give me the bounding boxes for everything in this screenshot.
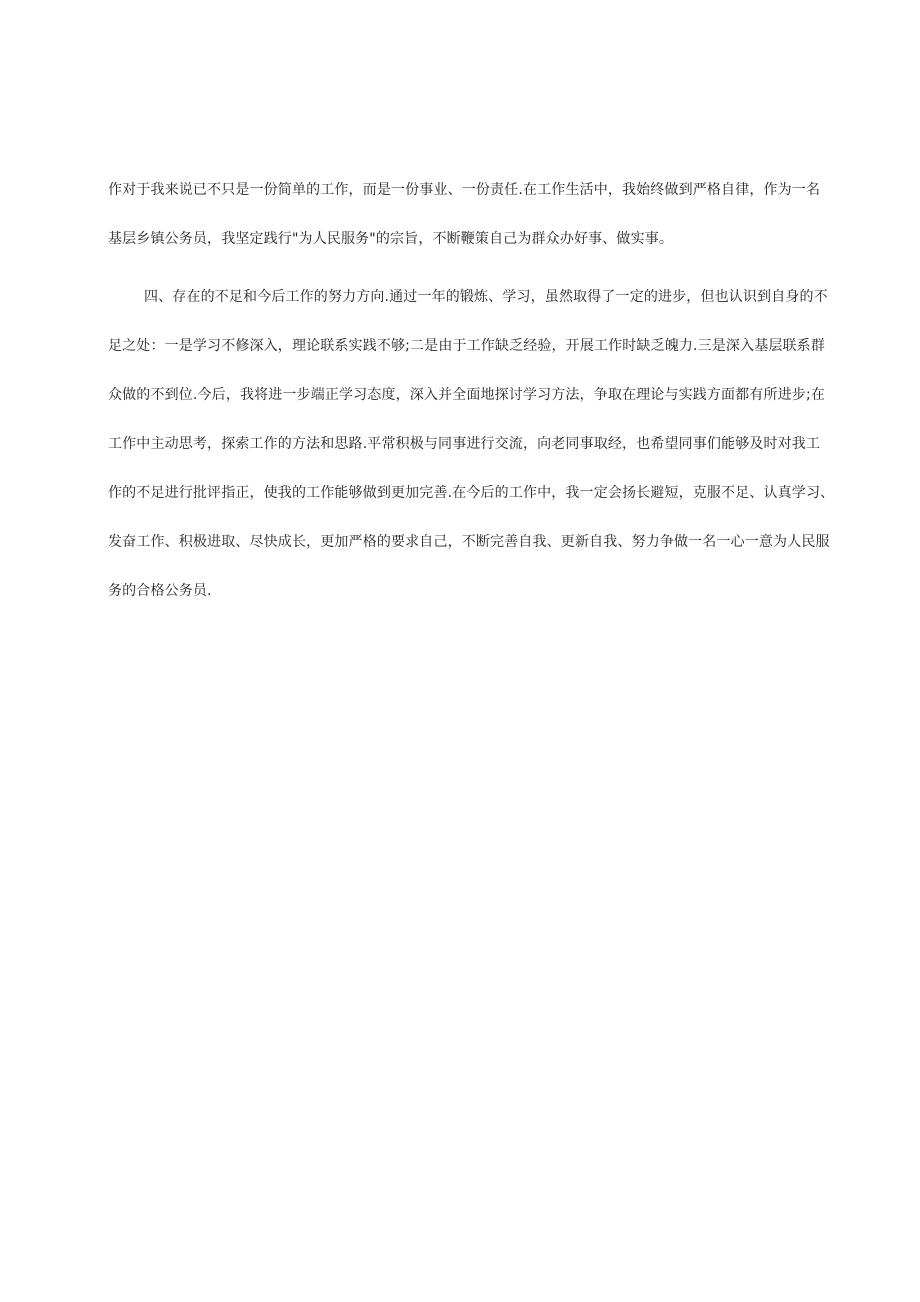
paragraph-2 [108,273,835,616]
text-line: 工作中主动思考，探索工作的方法和思路.平常积极与同事进行交流，向老同事取经，也希望同事们能够及时对我工 [108,436,821,452]
document-body [108,166,835,616]
text-line: 发奋工作、积极进取、尽快成长，更加严格的要求自己，不断完善自我、更新自我、努力争做一名一心一意为人民服 [108,534,830,550]
paragraph-1 [108,166,820,264]
text-line: 众做的不到位.今后，我将进一步端正学习态度，深入并全面地探讨学习方法，争取在理论与实践方面都有所进步;在 [108,387,825,403]
text-line: 务的合格公务员. [108,583,212,599]
text-line: 作对于我来说已不只是一份简单的工作，而是一份事业、一份责任.在工作生活中，我始终做到严格自律，作为一名 [108,182,821,198]
text-line: 足之处：一是学习不修深入，理论联系实践不够;二是由于工作缺乏经验，开展工作时缺乏魄力.三是深入基层联系群 [108,338,825,354]
text-line: 基层乡镇公务员，我坚定践行"为人民服务"的宗旨，不断鞭策自己为群众办好事、做实事。 [108,231,674,247]
text-line: 作的不足进行批评指正，使我的工作能够做到更加完善.在今后的工作中，我一定会扬长避短，克服不足、认真学习、 [108,485,835,501]
text-line: 四、存在的不足和今后工作的努力方向.通过一年的锻炼、学习，虽然取得了一定的进步，但也认识到自身的不 [144,289,828,305]
